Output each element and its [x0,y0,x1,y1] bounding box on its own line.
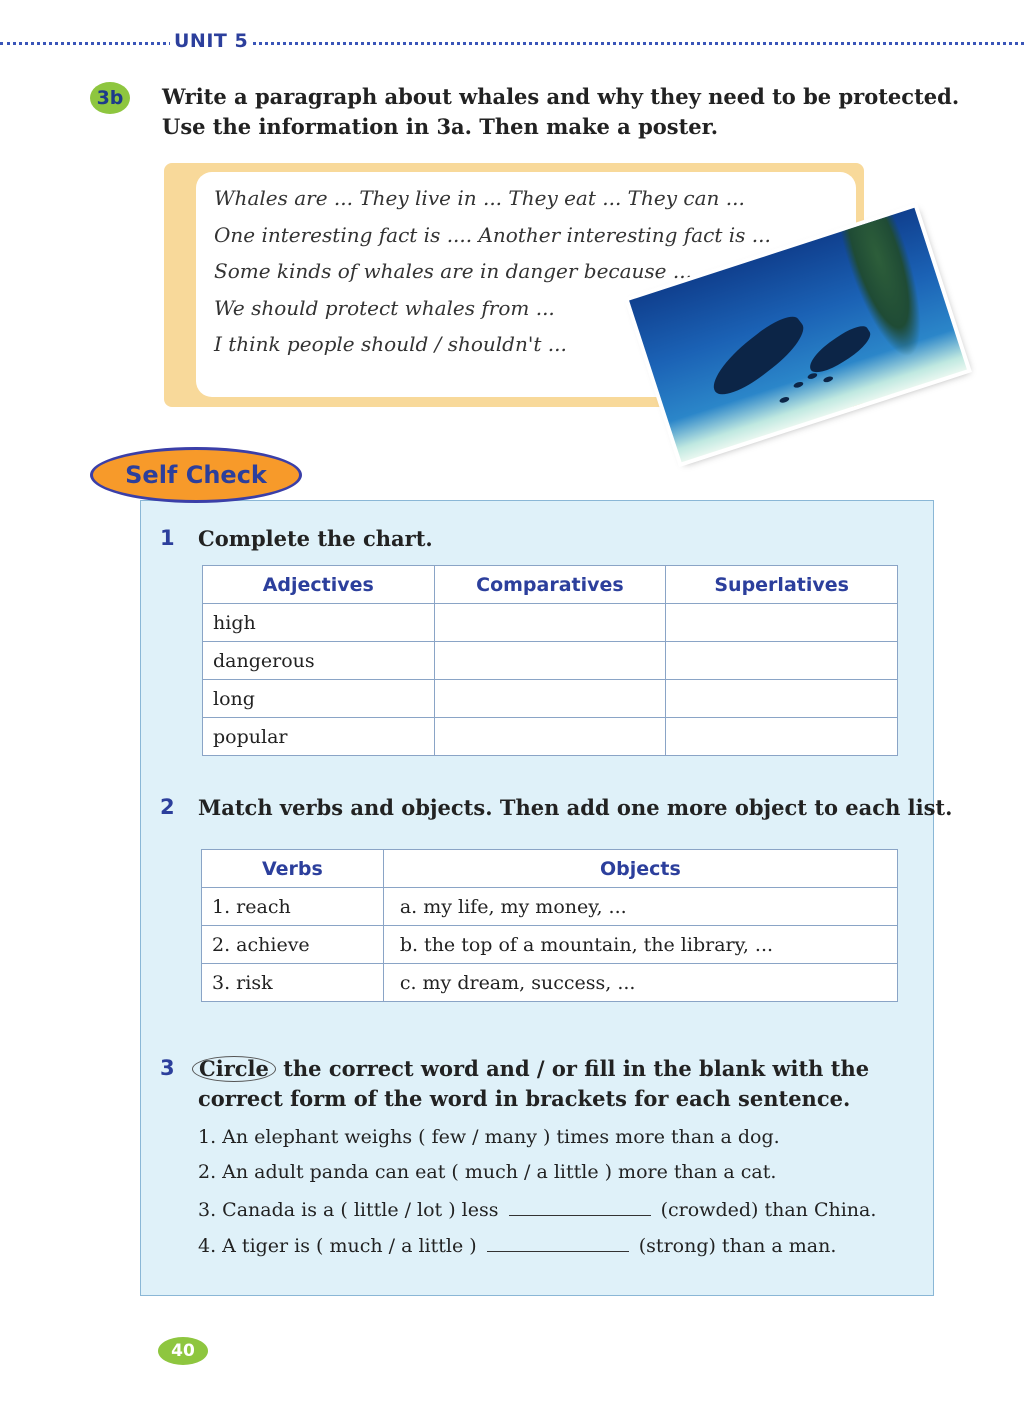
question-1-number: 1 [160,526,175,550]
adjective-cell: dangerous [203,642,435,680]
sentence-3-part-2: (crowded) than China. [660,1199,877,1221]
sentence-4-part-1: 4. A tiger is ( much / a little ) [198,1235,477,1257]
prompt-line-5: I think people should / shouldn't ... [214,332,567,356]
sentence-3-part-1: 3. Canada is a ( little / lot ) less [198,1199,499,1221]
verbs-objects-table [201,849,898,1002]
sentence-1: 1. An elephant weighs ( few / many ) times more than a dog. [198,1126,780,1148]
task-badge-3b: 3b [90,82,130,114]
question-2-text: Match verbs and objects. Then add one more object to each list. [198,795,953,820]
sentence-4-blank[interactable] [487,1233,629,1252]
comparative-blank-cell[interactable] [434,680,666,718]
sentence-4 [198,1233,836,1257]
object-cell: c. my dream, success, ... [383,964,897,1002]
superlative-blank-cell[interactable] [666,718,898,756]
comparative-blank-cell[interactable] [434,604,666,642]
task-3b-instructions [162,82,962,142]
object-cell: b. the top of a mountain, the library, ... [383,926,897,964]
instruction-line-1: Write a paragraph about whales and why they need to be protected. [162,84,960,109]
header-adjectives: Adjectives [203,566,435,604]
object-cell: a. my life, my money, ... [383,888,897,926]
header-dotted-rule [0,42,1024,45]
prompt-line-1: Whales are ... They live in ... They eat ... They can ... [214,186,745,210]
adjective-cell: long [203,680,435,718]
sentence-4-part-2: (strong) than a man. [638,1235,837,1257]
adjective-cell: high [203,604,435,642]
prompt-line-4: We should protect whales from ... [214,296,555,320]
verb-cell: 3. risk [202,964,384,1002]
instruction-line-2: Use the information in 3a. Then make a poster. [162,114,719,139]
fish-shape [793,381,804,389]
sentence-3 [198,1197,876,1221]
question-3-text-line-1: the correct word and / or fill in the blank with the [283,1056,870,1081]
header-verbs: Verbs [202,850,384,888]
page-number: 40 [158,1337,208,1365]
question-3-number: 3 [160,1056,175,1080]
comparative-blank-cell[interactable] [434,642,666,680]
circle-word: Circle [192,1056,276,1082]
prompt-line-3: Some kinds of whales are in danger because ... [214,259,692,283]
question-3-text [192,1054,912,1114]
header-comparatives: Comparatives [434,566,666,604]
question-1-text: Complete the chart. [198,526,433,551]
superlative-blank-cell[interactable] [666,642,898,680]
whale-shape-small [804,321,876,379]
prompt-line-2: One interesting fact is .... Another interesting fact is ... [214,223,771,247]
whale-shape-large [703,308,812,404]
superlative-blank-cell[interactable] [666,604,898,642]
question-2-number: 2 [160,795,175,819]
superlative-blank-cell[interactable] [666,680,898,718]
adjective-cell: popular [203,718,435,756]
verb-cell: 1. reach [202,888,384,926]
fish-shape [779,396,790,404]
question-3-text-line-2: correct form of the word in brackets for each sentence. [198,1086,851,1111]
unit-title: UNIT 5 [170,30,252,52]
header-objects: Objects [383,850,897,888]
verb-cell: 2. achieve [202,926,384,964]
sentence-2: 2. An adult panda can eat ( much / a little ) more than a cat. [198,1161,777,1183]
header-superlatives: Superlatives [666,566,898,604]
comparative-blank-cell[interactable] [434,718,666,756]
sentence-3-blank[interactable] [509,1197,651,1216]
self-check-badge: Self Check [90,447,302,503]
fish-shape [807,372,818,380]
adjectives-chart [202,565,898,756]
fish-shape [823,375,834,383]
